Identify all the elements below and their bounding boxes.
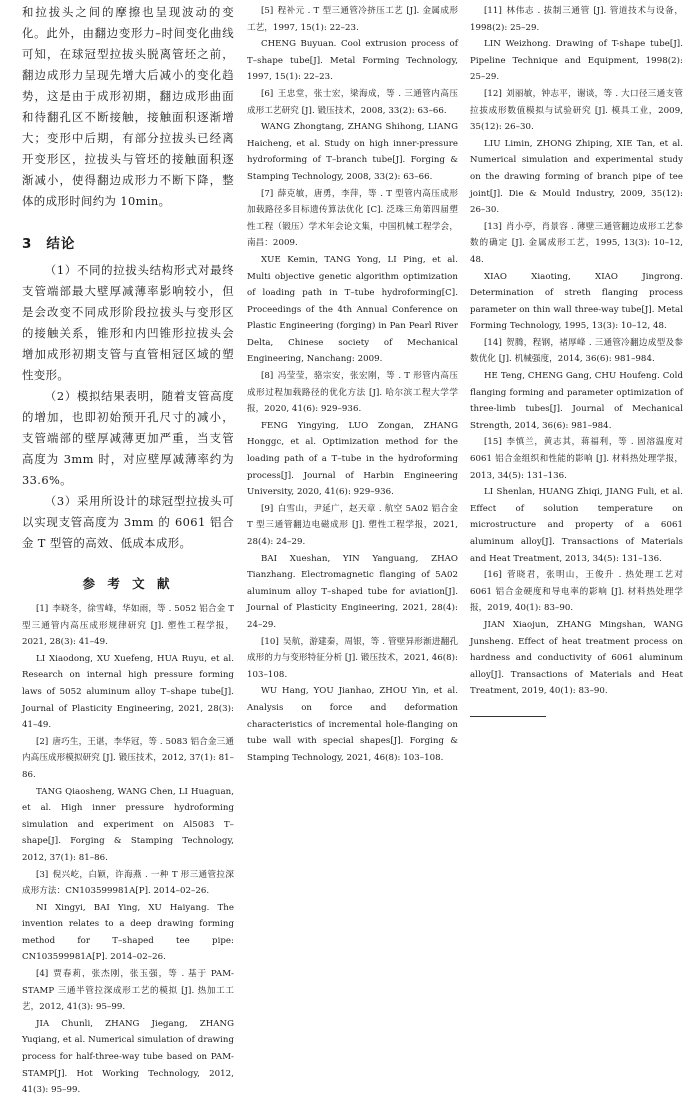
reference-entry bbox=[22, 966, 234, 1016]
reference-entry bbox=[470, 484, 683, 567]
reference-text: LIU Limin, ZHONG Zhiping, XIE Tan, et al. Numerical simulation and experimental study on the drawing forming of branch pipe of tee joint[J]. Die & Mould Industry, 2009, 35(12): 26–30. bbox=[470, 138, 683, 216]
reference-entry bbox=[247, 3, 458, 36]
section-number: 3 bbox=[22, 236, 33, 252]
reference-text: FENG Yingying, LUO Zongan, ZHANG Honggc, et al. Optimization method for the loading path of a T–tube in the hydroforming process[J]. Journal of Harbin Engineering University, 2020, 41(6): 929–936. bbox=[247, 420, 458, 498]
reference-entry bbox=[470, 3, 683, 36]
reference-entry bbox=[470, 368, 683, 434]
reference-label: [16] bbox=[484, 570, 502, 581]
reference-text: XIAO Xiaoting, XIAO Jingrong. Determination of streth flanging process parameter on thin wall three-way tube[J]. Metal Forming Technology, 1995, 13(3): 10–12, 48. bbox=[470, 271, 683, 332]
reference-entry bbox=[470, 335, 683, 368]
reference-entry bbox=[470, 219, 683, 269]
reference-text: 冯莹莹，骆宗安，张宏刚，等 . T 形管内高压成形过程加载路径的优化方法 [J]. 哈尔滨工程大学学报，2020, 41(6): 929–936. bbox=[247, 371, 458, 415]
reference-text: XUE Kemin, TANG Yong, LI Ping, et al. Multi objective genetic algorithm optimization of loading path in T–tube hydroforming[C]. Proceedings of the 4th Annual Conference on Plastic Engineering (forging) in Pan Pearl River Delta, Chinese society of Mechanical Engineering, Nanchang: 2009. bbox=[247, 254, 458, 365]
reference-entry bbox=[470, 617, 683, 700]
reference-label: [9] bbox=[261, 503, 274, 514]
reference-entry bbox=[247, 683, 458, 766]
reference-text: 林伟志 . 拔制三通管 [J]. 管道技术与设备，1998(2): 25–29. bbox=[470, 6, 683, 33]
reference-list-middle bbox=[247, 3, 458, 766]
reference-text: JIA Chunli, ZHANG Jiegang, ZHANG Yuqiang, et al. Numerical simulation of drawing process for half-three-way tube based on PAM-STAMP[J]. Hot Working Technology, 2012, 41(3): 95–99. bbox=[22, 1018, 234, 1096]
reference-text: 肖小亭，肖景容 . 薄壁三通管翻边成形工艺参数的确定 [J]. 金属成形工艺，1995, 13(3): 10–12, 48. bbox=[470, 221, 683, 265]
reference-text: WANG Zhongtang, ZHANG Shihong, LIANG Haicheng, et al. Study on high inner-pressure hydroforming of T–branch tube[J]. Forging & Stamping Technology, 2008, 33(2): 63–66. bbox=[247, 122, 458, 182]
reference-text: 李慎兰，黄志其，蒋福利，等 . 固溶温度对 6061 铝合金组织和性能的影响 [J]. 材料热处理学报，2013, 34(5): 131–136. bbox=[470, 437, 683, 481]
reference-label: [3] bbox=[36, 869, 49, 880]
reference-entry bbox=[22, 784, 234, 867]
reference-list-right bbox=[470, 3, 683, 700]
reference-entry bbox=[247, 501, 458, 551]
reference-text: 贾春莉，张杰刚，张玉强，等 . 基于 PAM-STAMP 三通半管拉深成形工艺的模拟 [J]. 热加工工艺，2012, 41(3): 95–99. bbox=[22, 969, 234, 1013]
conclusion-item-1: （1）不同的拉拔头结构形式对最终支管端部最大壁厚减薄率影响较小，但是会改变不同成形阶段拉拔头与变形区的接触关系，锥形和内凹锥形拉拔头会增加成形初期支管与直管相冠区域的塑性变形。 bbox=[22, 263, 234, 382]
reference-text: CHENG Buyuan. Cool extrusion process of T–shape tube[J]. Metal Forming Technology, 1997, 15(1): 22–23. bbox=[247, 39, 458, 83]
column-middle bbox=[247, 0, 458, 766]
reference-text: 吴航，游建秦，周银，等 . 管壁异形渐进翻孔成形的力与变形特征分析 [J]. 锻压技术，2021, 46(8): 103–108. bbox=[247, 636, 458, 680]
conclusion-item-3: （3）采用所设计的球冠型拉拔头可以实现支管高度为 3mm 的 6061 铝合金 T 型管的高效、低成本成形。 bbox=[22, 494, 234, 550]
reference-entry bbox=[470, 136, 683, 219]
column-right bbox=[470, 0, 683, 717]
reference-label: [14] bbox=[484, 337, 502, 348]
reference-label: [10] bbox=[261, 636, 279, 647]
conclusion-item-2: （2）模拟结果表明，随着支管高度的增加，也即初始预开孔尺寸的减小，支管端部的壁厚减薄更加严重，当支管高度为 3mm 时，对应壁厚减薄率约为 33.6%。 bbox=[22, 389, 234, 487]
reference-text: LI Shenlan, HUANG Zhiqi, JIANG Fuli, et al. Effect of solution temperature on microstructure and property of a 6061 aluminum alloy[J]. Transactions of Materials and Heat Treatment, 2013, 34(5): 131–136. bbox=[470, 487, 683, 564]
reference-label: [1] bbox=[36, 604, 49, 614]
reference-text: 倪兴屹，白颖，许海燕 . 一种 T 形三通管拉深成形方法：CN103599981A[P]. 2014–02–26. bbox=[22, 869, 234, 897]
section-title: 结论 bbox=[46, 236, 76, 252]
section-heading bbox=[22, 232, 234, 252]
reference-text: LIN Weizhong. Drawing of T-shape tube[J]. Pipeline Technique and Equipment, 1998(2): 25–29. bbox=[470, 39, 683, 83]
reference-text: 贺腾，程钢，褚厚峰 . 三通管冷翻边成型及参数优化 [J]. 机械强度，2014, 36(6): 981–984. bbox=[470, 337, 683, 365]
reference-entry bbox=[247, 368, 458, 418]
reference-label: [6] bbox=[261, 88, 274, 99]
reference-label: [5] bbox=[261, 6, 274, 16]
reference-entry bbox=[22, 734, 234, 784]
reference-entry bbox=[22, 900, 234, 966]
reference-entry bbox=[22, 651, 234, 734]
end-rule bbox=[470, 716, 546, 717]
reference-text: 王忠堂，张士宏，梁海成，等 . 三通管内高压成形工艺研究 [J]. 锻压技术，2008, 33(2): 63–66. bbox=[247, 88, 458, 116]
reference-entry bbox=[247, 119, 458, 185]
column-left bbox=[22, 0, 234, 1099]
reference-entry bbox=[470, 434, 683, 484]
reference-label: [13] bbox=[484, 221, 502, 232]
reference-text: JIAN Xiaojun, ZHANG Mingshan, WANG Junsheng. Effect of heat treatment process on hardness and conductivity of 6061 aluminum alloy[J]. Transactions of Materials and Heat Treatment, 2019, 40(1): 83–90. bbox=[470, 619, 683, 697]
reference-list-left bbox=[22, 601, 234, 1099]
reference-entry bbox=[470, 567, 683, 617]
reference-text: 薛克敏，唐勇，李萍，等 . T 型管内高压成形加载路径多目标遗传算法优化 [C]. 泛珠三角第四届塑性工程（锻压）学术年会论文集，中国机械工程学会，南昌：2009. bbox=[247, 188, 458, 249]
reference-entry bbox=[247, 36, 458, 86]
reference-label: [11] bbox=[484, 6, 502, 16]
reference-entry bbox=[470, 269, 683, 335]
reference-entry bbox=[247, 86, 458, 119]
reference-entry bbox=[22, 1016, 234, 1099]
reference-entry bbox=[247, 418, 458, 501]
reference-entry bbox=[470, 36, 683, 86]
reference-entry bbox=[247, 186, 458, 252]
reference-label: [8] bbox=[261, 371, 274, 382]
reference-entry bbox=[247, 634, 458, 684]
reference-text: WU Hang, YOU Jianhao, ZHOU Yin, et al. Analysis on force and deformation characteristics of incremental hole-flanging on tube wall with special shapes[J]. Forging & Stamping Technology, 2021, 46(8): 103–108. bbox=[247, 686, 458, 763]
reference-label: [4] bbox=[36, 969, 49, 980]
reference-text: LI Xiaodong, XU Xuefeng, HUA Ruyu, et al. Research on internal high pressure forming laws of 5052 aluminum alloy T–shape tube[J]. Journal of Plasticity Engineering, 2021, 28(3): 41–49. bbox=[22, 653, 234, 731]
reference-text: 刘丽敏，钟志平，谢谈，等 . 大口径三通支管拉拔成形数值模拟与试验研究 [J]. 模具工业，2009, 35(12): 26–30. bbox=[470, 88, 683, 133]
reference-label: [2] bbox=[36, 736, 49, 747]
reference-text: 菅晓君，张明山，王俊升 . 热处理工艺对 6061 铝合金硬度和导电率的影响 [J]. 材料热处理学报，2019, 40(1): 83–90. bbox=[470, 570, 683, 614]
reference-text: BAI Xueshan, YIN Yanguang, ZHAO Tianzhang. Electromagnetic flanging of 5A02 aluminum alloy T–shaped tube for aviation[J]. Journal of Plasticity Engineering, 2021, 28(4): 24–29. bbox=[247, 553, 458, 630]
reference-entry bbox=[247, 252, 458, 368]
reference-entry bbox=[22, 601, 234, 651]
body-paragraph-continued: 和拉拔头之间的摩擦也呈现波动的变化。此外，由翻边变形力–时间变化曲线可知，在球冠型拉拔头脱离管坯之前，翻边成形力呈现先增大后减小的变化趋势，这是由于成形初期，翻边成形曲面和待翻孔区不断接触，接触面积逐渐增大；变形中后期，有部分拉拔头已经离开变形区，拉拔头与管坯的接触面积逐渐减小，使得翻边成形力不断下降，整体的成形时间约为 10min。 bbox=[22, 5, 234, 208]
reference-entry bbox=[22, 867, 234, 900]
references-heading: 参 考 文 献 bbox=[82, 576, 174, 591]
reference-entry bbox=[470, 86, 683, 136]
reference-text: 唐巧生，王谌，李华冠，等 . 5083 铝合金三通内高压成形模拟研究 [J]. 锻压技术，2012, 37(1): 81–86. bbox=[22, 736, 234, 780]
reference-text: NI Xingyi, BAI Ying, XU Haiyang. The invention relates to a deep drawing forming method for T–shaped tee pipe: CN103599981A[P]. 2014–02–26. bbox=[22, 902, 234, 963]
reference-text: 程补元 . T 型三通管冷挤压工艺 [J]. 金属成形工艺，1997, 15(1): 22–23. bbox=[247, 6, 458, 33]
reference-entry bbox=[247, 551, 458, 634]
reference-label: [7] bbox=[261, 188, 274, 199]
reference-text: 白雪山，尹延广，赵天章 . 航空 5A02 铝合金 T 型三通管翻边电磁成形 [J]. 塑性工程学报，2021, 28(4): 24–29. bbox=[247, 503, 458, 547]
reference-text: HE Teng, CHENG Gang, CHU Houfeng. Cold flanging forming and parameter optimization of three-limb tubes[J]. Journal of Mechanical Strength, 2014, 36(6): 981–984. bbox=[470, 371, 683, 431]
reference-label: [12] bbox=[484, 88, 502, 99]
reference-text: 李晓冬，徐雪峰，华如雨，等 . 5052 铝合金 T 型三通管内高压成形规律研究 [J]. 塑性工程学报，2021, 28(3): 41–49. bbox=[22, 604, 234, 648]
reference-text: TANG Qiaosheng, WANG Chen, LI Huaguan, et al. High inner pressure hydroforming simulation and experiment on Al5083 T–shape[J]. Forging & Stamping Technology, 2012, 37(1): 81–86. bbox=[22, 786, 234, 863]
reference-label: [15] bbox=[484, 437, 502, 448]
